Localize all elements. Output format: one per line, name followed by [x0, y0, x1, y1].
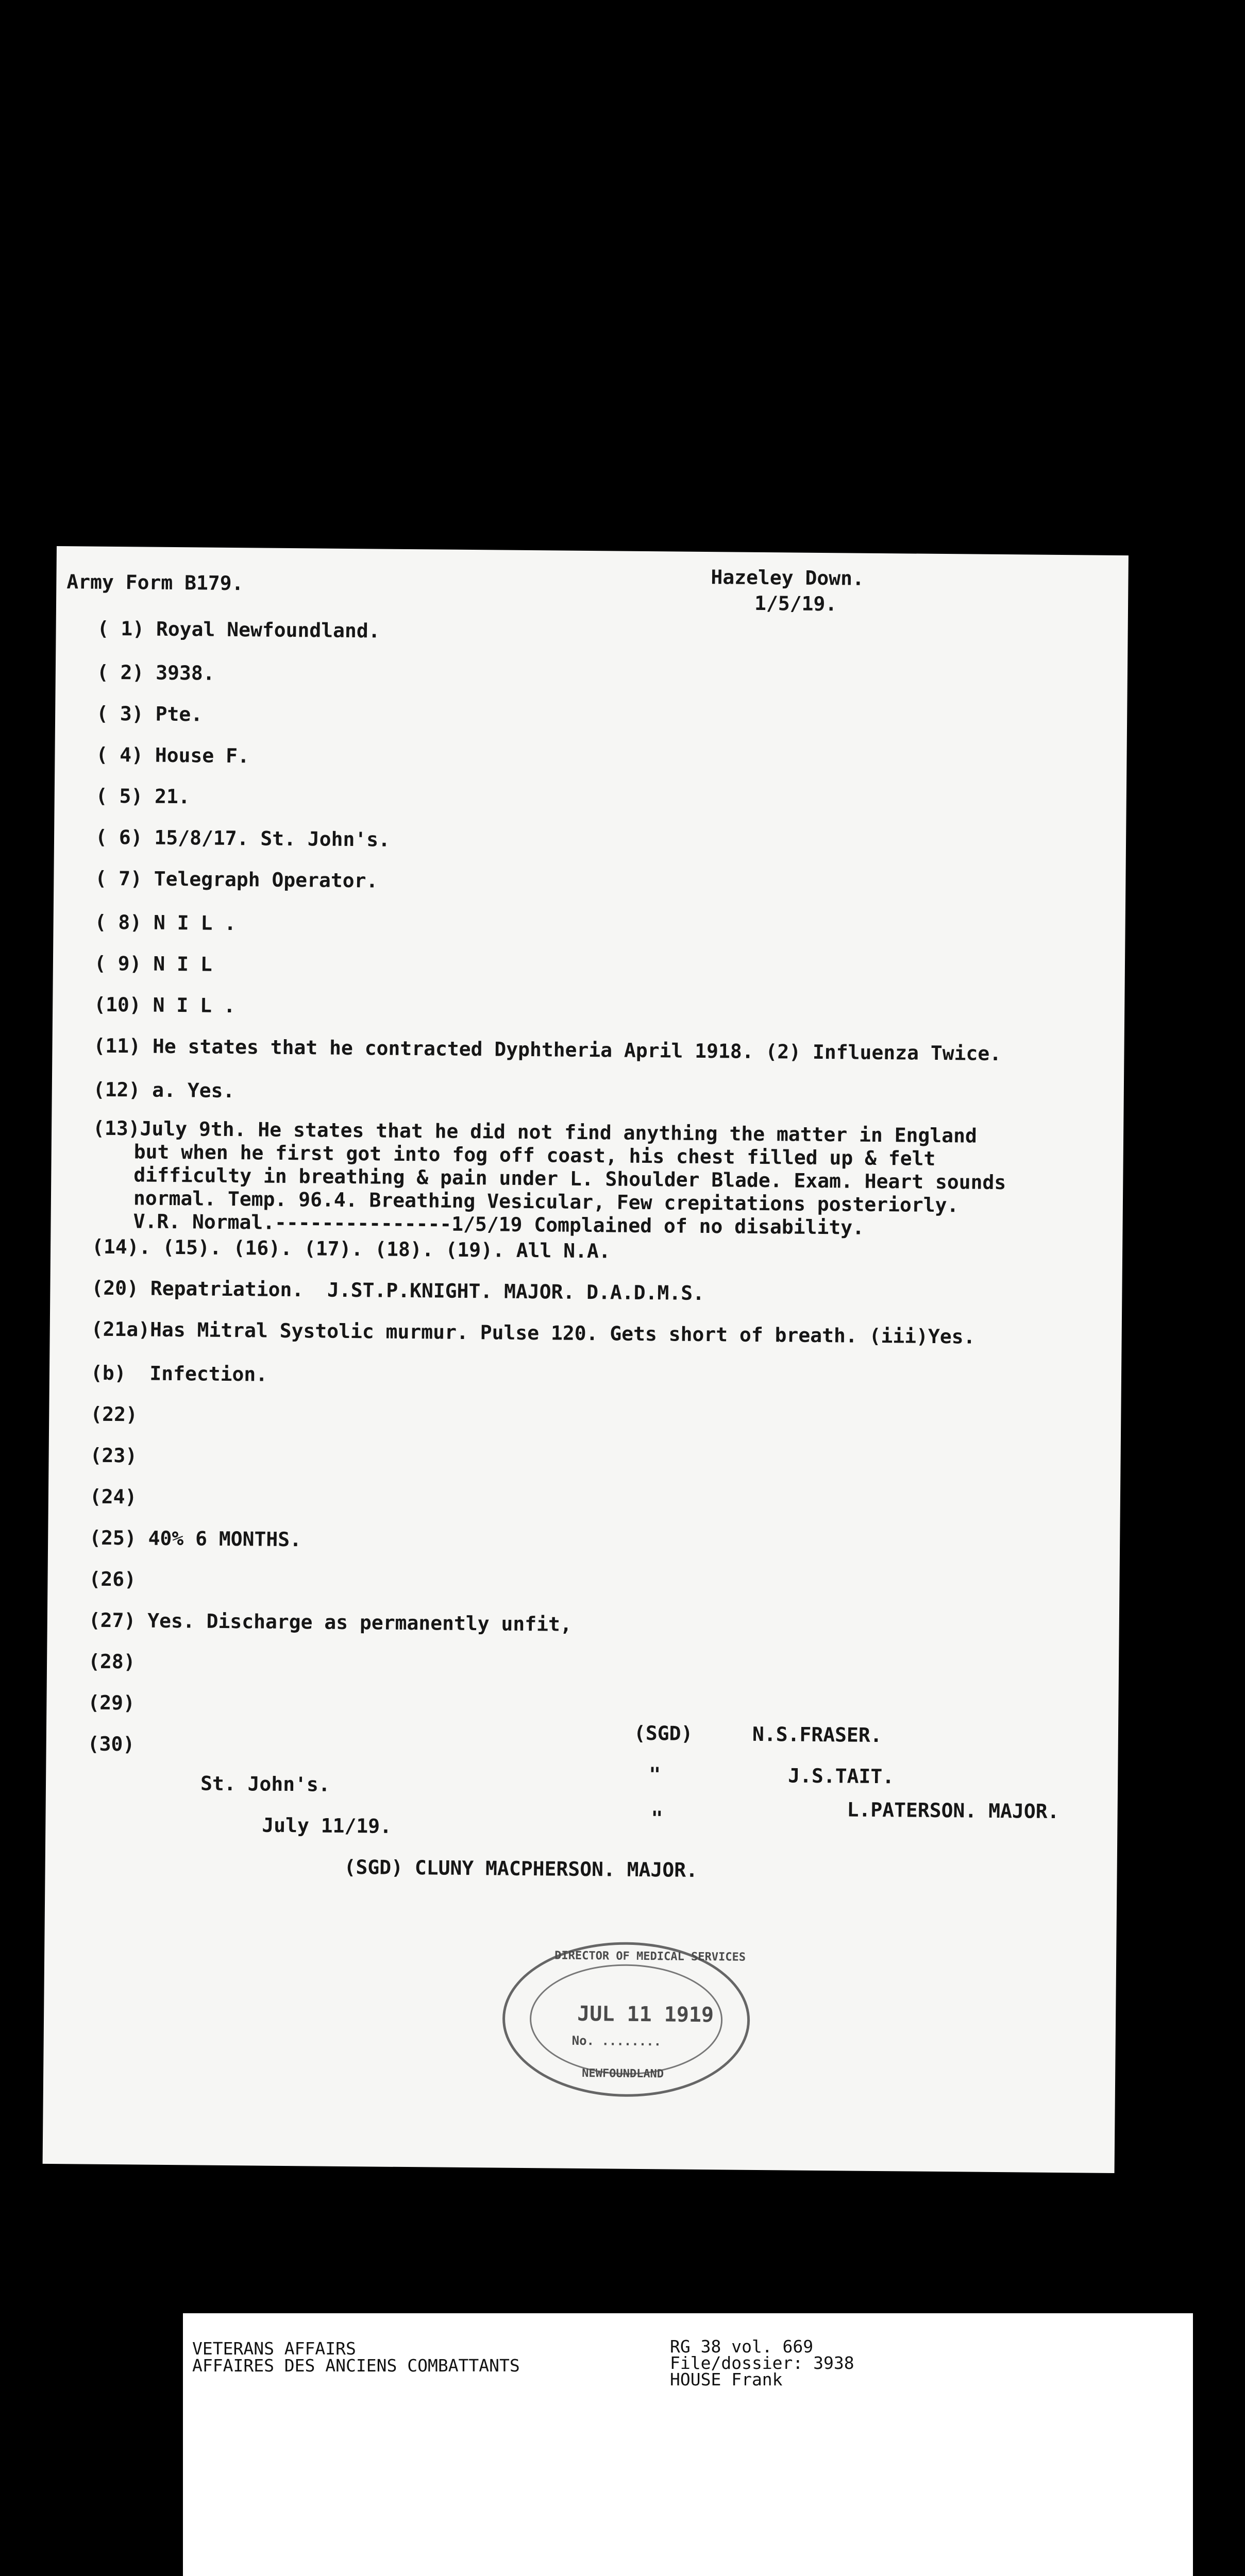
form-line: (28): [88, 1650, 136, 1673]
form-line: (10) N I L .: [94, 993, 235, 1018]
form-line: (11) He states that he contracted Dyphtheria April 1918. (2) Influenza Twice.: [93, 1034, 1002, 1065]
form-line: (29): [88, 1691, 136, 1715]
form-line: (23): [90, 1444, 138, 1467]
department-french: AFFAIRES DES ANCIENS COMBATTANTS: [192, 2355, 520, 2376]
form-line: ( 4) House F.: [96, 743, 250, 768]
date-july: July 11/19.: [262, 1814, 392, 1838]
ditto-mark-2: ": [651, 1807, 663, 1830]
form-line: (22): [90, 1402, 138, 1426]
form-place: Hazeley Down.: [711, 566, 865, 590]
signature-tait: J.S.TAIT.: [788, 1764, 895, 1788]
form-line: (b) Infection.: [90, 1361, 268, 1386]
department-english: VETERANS AFFAIRS: [192, 2338, 356, 2359]
signature-fraser: N.S.FRASER.: [752, 1722, 882, 1747]
form-line: but when he first got into fog off coast, his chest filled up & felt: [133, 1140, 936, 1170]
form-line: (24): [89, 1485, 137, 1509]
person-name: HOUSE Frank: [670, 2369, 783, 2389]
record-group-ref: RG 38 vol. 669: [670, 2336, 814, 2357]
form-line: (20) Repatriation. J.ST.P.KNIGHT. MAJOR. D.A.D.M.S.: [91, 1276, 705, 1305]
form-line: ( 2) 3938.: [96, 660, 215, 685]
form-line: (14). (15). (16). (17). (18). (19). All N.A.: [91, 1235, 611, 1263]
signature-macpherson: (SGD) CLUNY MACPHERSON. MAJOR.: [344, 1855, 698, 1882]
place-st-johns: St. John's.: [200, 1772, 330, 1796]
form-line: ( 5) 21.: [95, 784, 190, 808]
document-page: [43, 546, 1129, 2173]
form-line: ( 9) N I L: [94, 952, 212, 976]
stamp-bottom-text: NEWFOUNDLAND: [582, 2067, 664, 2081]
form-line: (13)July 9th. He states that he did not find anything the matter in England: [92, 1116, 978, 1147]
stamp-top-text: DIRECTOR OF MEDICAL SERVICES: [554, 1949, 746, 1964]
signature-sgd: (SGD): [633, 1721, 693, 1745]
form-line: ( 8) N I L .: [94, 910, 237, 935]
stamp-number: No. ........: [571, 2033, 662, 2049]
file-number: File/dossier: 3938: [670, 2353, 854, 2373]
stamp-date: JUL 11 1919: [577, 2002, 714, 2027]
form-line: ( 7) Telegraph Operator.: [95, 867, 378, 892]
form-line: ( 3) Pte.: [96, 702, 203, 726]
form-line: (12) a. Yes.: [93, 1078, 235, 1103]
archive-card: [183, 2313, 1193, 2576]
form-line: ( 1) Royal Newfoundland.: [97, 617, 380, 642]
signature-paterson: L.PATERSON. MAJOR.: [847, 1798, 1059, 1823]
form-line: (26): [89, 1567, 137, 1591]
form-line: difficulty in breathing & pain under L. Shoulder Blade. Exam. Heart sounds: [133, 1163, 1006, 1194]
ditto-mark-1: ": [649, 1763, 661, 1786]
form-line: normal. Temp. 96.4. Breathing Vesicular, Few crepitations posteriorly.: [133, 1187, 959, 1217]
form-line: (25) 40% 6 MONTHS.: [89, 1526, 302, 1551]
form-name: Army Form B179.: [66, 570, 244, 595]
medical-services-stamp: [502, 1941, 751, 2098]
form-line: (21a)Has Mitral Systolic murmur. Pulse 120. Gets short of breath. (iii)Yes.: [91, 1317, 975, 1348]
form-line: ( 6) 15/8/17. St. John's.: [95, 825, 391, 851]
form-line: (27) Yes. Discharge as permanently unfit,: [88, 1608, 572, 1636]
form-date: 1/5/19.: [754, 591, 837, 616]
form-line: V.R. Normal.---------------1/5/19 Complained of no disability.: [133, 1210, 865, 1239]
form-line: (30): [87, 1732, 135, 1756]
